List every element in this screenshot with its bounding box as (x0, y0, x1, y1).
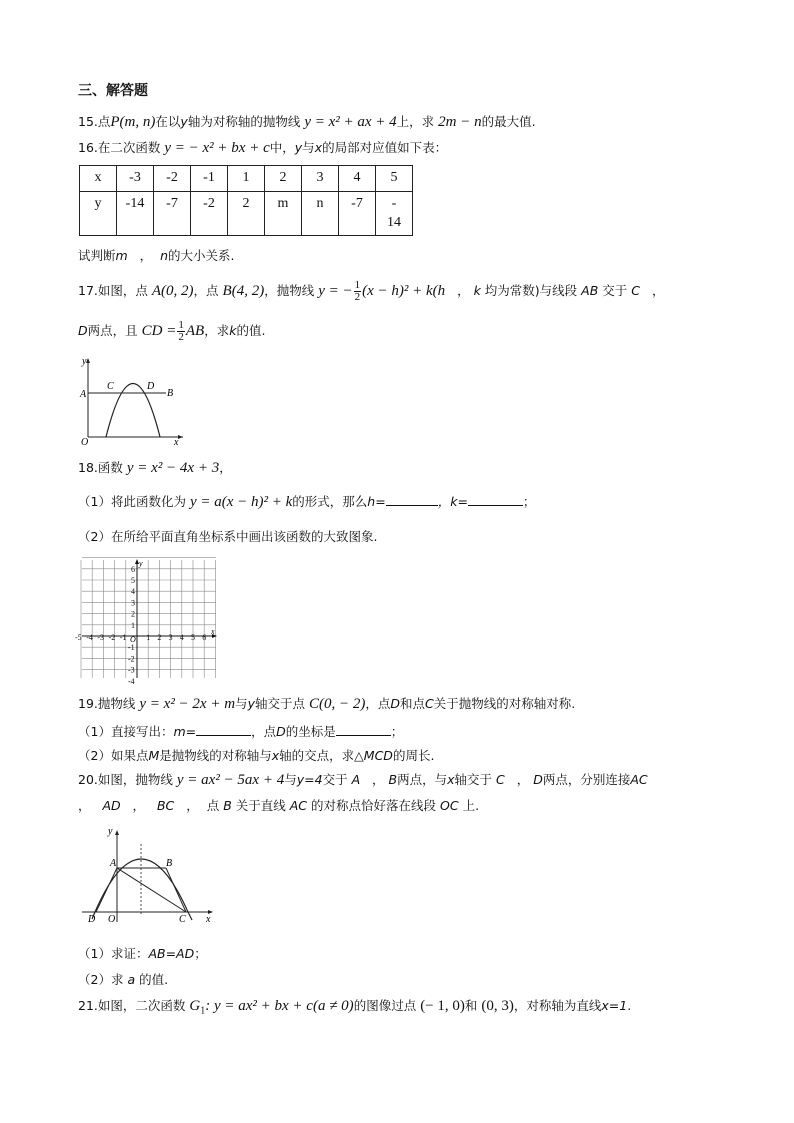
y-tick-label: 2 (131, 609, 135, 619)
y-tick-label: 5 (131, 576, 135, 585)
q20-text: 两点，与 (397, 772, 448, 787)
table-cell (376, 192, 413, 236)
q19-text: 轴交于点 (254, 696, 305, 711)
q17-cd-ab: AB (185, 323, 205, 339)
q19-text: ； (390, 724, 404, 739)
question-18 (78, 458, 232, 477)
fraction-numerator: 1 (178, 319, 184, 331)
q18-h-blank (386, 493, 438, 506)
q18-k-blank (468, 493, 523, 506)
q20-text: 的值. (139, 972, 169, 987)
q19-text: （2）如果点 (78, 748, 149, 763)
fraction-denominator: 2 (178, 331, 184, 343)
x-tick-label: 6 (202, 633, 207, 642)
q19-text: 和点 (400, 696, 426, 711)
q19-text: 轴的交点，求△ (279, 748, 364, 763)
q20-num: 20.如图，抛物线 (78, 772, 173, 787)
q20-ad: AD (102, 798, 121, 813)
q17-text: 的值. (236, 323, 266, 338)
q20-text: ， (78, 798, 91, 813)
q16-num: 16.在二次函数 (78, 140, 161, 155)
label-y: y (139, 559, 143, 568)
q21-point1: (− 1, 0) (420, 998, 465, 1014)
y-tick-label: -2 (128, 654, 135, 664)
q15-point: P(m, n) (110, 114, 156, 130)
q19-equation: y = x² − 2x + m (139, 696, 236, 712)
q20-part2 (78, 970, 168, 988)
q18-h: h= (367, 494, 386, 509)
y-tick-label: 4 (131, 587, 135, 597)
y-tick-label: 3 (131, 598, 135, 608)
q17-equation-part: (x − h)² + k(h (362, 283, 446, 299)
question-15 (78, 112, 536, 131)
q19-triangle: MCD (363, 748, 393, 763)
q16-text: 的大小关系. (168, 248, 235, 263)
q16-text: 与 (302, 140, 315, 155)
x-tick-label: -5 (75, 633, 82, 642)
q17-k: k (229, 323, 237, 338)
q20-equation: y = ax² − 5ax + 4 (176, 772, 285, 788)
q20-oc: OC (440, 798, 459, 813)
table-cell-line: - (391, 196, 397, 211)
table-cell: 5 (376, 166, 413, 192)
segment-ad (96, 868, 117, 912)
label-c: C (107, 381, 114, 392)
table-cell: n (302, 192, 339, 236)
table-row (80, 166, 413, 192)
q17-c: C (631, 283, 641, 298)
q21-equation: : y = ax² + bx + c(a ≠ 0) (205, 998, 354, 1014)
y-axis-arrow (86, 358, 90, 363)
label-x: x (211, 627, 215, 636)
label-a: A (110, 858, 117, 869)
q17-text: ，求 (204, 323, 230, 338)
q20-text: 上. (462, 798, 480, 813)
q21-g-sub: 1 (200, 1005, 206, 1017)
q20-text: 的对称点恰好落在线段 (311, 798, 437, 813)
q20-figure (78, 822, 218, 927)
q18-equation: y = x² − 4x + 3 (126, 460, 220, 476)
q16-x: x (314, 140, 323, 155)
q20-text: ， (516, 772, 530, 787)
q16-y: y (294, 140, 303, 155)
q17-num: 17.如图，点 (78, 283, 148, 298)
y-tick-label: -3 (128, 665, 135, 675)
y-tick-label: -1 (128, 643, 135, 653)
q16-text: 试判断 (78, 248, 116, 263)
q17-equation-part: y = − (318, 283, 353, 299)
q20-bc: BC (156, 798, 175, 813)
q18-num: 18.函数 (78, 460, 123, 475)
q21-point2: (0, 3) (481, 998, 514, 1014)
table-cell: m (265, 192, 302, 236)
q19-text: 与 (235, 696, 248, 711)
y-tick-label: 1 (131, 620, 135, 630)
table-cell: -2 (154, 166, 191, 192)
x-axis-arrow (178, 435, 183, 439)
q18-text: 的形式，那么 (292, 494, 368, 509)
q15-num: 15.点 (78, 114, 111, 129)
q21-text: ，对称轴为直线 (513, 998, 602, 1013)
question-17 (78, 280, 664, 303)
q15-expression: 2m − n (438, 114, 482, 130)
table-cell: 2 (228, 192, 265, 236)
table-cell: -7 (339, 192, 376, 236)
x-tick-label: 5 (191, 633, 195, 642)
q20-claim: AB=AD (148, 946, 195, 961)
q15-text: 上，求 (396, 114, 435, 129)
x-tick-label: 2 (157, 633, 162, 642)
q19-m-point: M (148, 748, 160, 763)
x-tick-label: 4 (179, 633, 184, 642)
question-16 (78, 138, 447, 157)
q16-text: 中， (269, 140, 295, 155)
q19-text: 的坐标是 (285, 724, 336, 739)
q19-text: （1）直接写出： (78, 724, 174, 739)
table-cell: 2 (265, 166, 302, 192)
label-a: A (80, 389, 87, 400)
q20-b: B (388, 772, 398, 787)
q19-text: 的周长. (392, 748, 435, 763)
q20-ac: AC (630, 772, 648, 787)
x-tick-label: -4 (86, 633, 93, 642)
label-o: O (81, 437, 89, 448)
q17-line2 (78, 320, 265, 343)
q20-text: 轴交于 (454, 772, 493, 787)
q20-line2 (78, 796, 479, 814)
q17-text: ， (651, 283, 665, 298)
q20-text: ， (186, 798, 199, 813)
q21-text: 的图像过点 (353, 998, 417, 1013)
question-19 (78, 694, 575, 713)
table-cell-line: 14 (387, 215, 401, 230)
q19-d-blank (336, 723, 391, 736)
q17-text: ，抛物线 (264, 283, 315, 298)
label-o: O (130, 635, 136, 644)
q16-n: n (160, 248, 169, 263)
table-cell: 4 (339, 166, 376, 192)
q20-text: ， (132, 798, 146, 813)
q17-text: 两点，且 (87, 323, 138, 338)
q21-axis-eq: x=1 (601, 998, 628, 1013)
q15-text: 的最大值. (481, 114, 536, 129)
q19-num: 19.抛物线 (78, 696, 136, 711)
q19-text: ，点 (365, 696, 391, 711)
q17-fraction (354, 280, 362, 303)
q18-part2: （2）在所给平面直角坐标系中画出该函数的大致图象. (78, 529, 378, 544)
q17-point-b: B(4, 2) (222, 283, 265, 299)
q18-coordinate-grid (75, 558, 220, 686)
q16-text: 的局部对应值如下表： (322, 140, 448, 155)
table-cell: -3 (117, 166, 154, 192)
fraction-numerator: 1 (354, 279, 361, 291)
q18-part1 (78, 492, 535, 511)
q17-text: 均为常数)与线段 (484, 283, 578, 298)
table-cell: x (80, 166, 117, 192)
grid-labels (75, 565, 206, 686)
q20-ac: AC (289, 798, 308, 813)
q17-figure (78, 352, 188, 447)
parabola-tail-right (188, 912, 192, 920)
q20-a-var: a (127, 972, 136, 987)
label-y: y (108, 826, 113, 837)
label-d: D (147, 381, 155, 392)
table-cell: -1 (191, 166, 228, 192)
q17-ab: AB (581, 283, 599, 298)
q15-text: 轴为对称轴的抛物线 (187, 114, 301, 129)
table-cell: -2 (191, 192, 228, 236)
x-tick-label: 1 (146, 633, 151, 642)
label-y: y (82, 356, 87, 367)
q17-k: k (473, 283, 481, 298)
q20-x: x (447, 772, 455, 787)
label-b: B (167, 388, 174, 399)
q17-point-a: A(0, 2) (151, 283, 194, 299)
x-tick-label: -3 (97, 633, 105, 642)
question-20 (78, 770, 648, 789)
label-x: x (206, 914, 211, 925)
table-cell: 3 (302, 166, 339, 192)
q19-c: C (425, 696, 434, 711)
table-cell: -14 (117, 192, 154, 236)
table-cell: y (80, 192, 117, 236)
q18-vertex-form: y = a(x − h)² + k (189, 494, 293, 510)
q16-tail (78, 246, 235, 264)
q19-point-c: C(0, − 2) (308, 696, 366, 712)
q20-text: ； (194, 946, 207, 961)
q19-text: 关于抛物线的对称轴对称. (433, 696, 576, 711)
y-tick-label: 6 (131, 564, 135, 574)
q20-text: 交于 (322, 772, 348, 787)
q19-x: x (271, 748, 280, 763)
q17-d: D (78, 323, 88, 338)
q18-text: ， (219, 460, 232, 475)
table-cell: -7 (154, 192, 191, 236)
label-d: D (88, 914, 96, 925)
q19-y: y (247, 696, 255, 711)
q20-text: 两点，分别连接 (542, 772, 631, 787)
q15-text: 在以 (155, 114, 181, 129)
q21-text: . (627, 998, 632, 1013)
question-21 (78, 996, 631, 1017)
q15-equation: y = x² + ax + 4 (304, 114, 397, 130)
x-tick-label: -1 (119, 633, 127, 642)
q17-cd-eq: CD = (141, 323, 177, 339)
q20-text: 与 (284, 772, 297, 787)
label-c: C (179, 914, 186, 925)
q15-y: y (180, 114, 188, 129)
q19-m: m= (173, 724, 197, 739)
q20-d: D (533, 772, 543, 787)
label-o: O (108, 914, 116, 925)
q19-text: ，点 (251, 724, 277, 739)
q20-part1 (78, 944, 207, 962)
q17-cd-fraction (177, 320, 185, 343)
q20-line: y=4 (296, 772, 323, 787)
table-row (80, 192, 413, 236)
q19-part2 (78, 746, 434, 764)
q16-value-table (79, 165, 413, 236)
grid-lines (81, 558, 216, 678)
q20-text: 点 (206, 798, 220, 813)
q20-c: C (496, 772, 505, 787)
q21-text: 和 (464, 998, 478, 1013)
q16-equation: y = − x² + bx + c (164, 140, 270, 156)
y-axis-arrow (115, 830, 119, 835)
q16-text: ， (139, 248, 153, 263)
q18-k: ，k= (437, 494, 468, 509)
fraction-denominator: 2 (354, 291, 361, 303)
q19-d: D (276, 724, 286, 739)
q20-text: （2）求 (78, 972, 124, 987)
q20-text: 关于直线 (235, 798, 286, 813)
q17-text: 交于 (602, 283, 628, 298)
x-tick-label: 3 (168, 633, 173, 642)
q19-d: D (390, 696, 400, 711)
q17-text: ，点 (193, 283, 219, 298)
x-tick-label: -2 (108, 633, 116, 642)
q16-m: m (115, 248, 128, 263)
q19-m-blank (196, 723, 251, 736)
section-title: 三、解答题 (78, 83, 148, 99)
q20-b: B (223, 798, 232, 813)
table-cell: 1 (228, 166, 265, 192)
q17-text: ， (457, 283, 470, 298)
y-tick-label: -4 (128, 676, 135, 686)
q21-num: 21.如图，二次函数 (78, 998, 186, 1013)
q18-text: ； (522, 494, 536, 509)
label-b: B (166, 858, 173, 869)
q20-text: ， (372, 772, 385, 787)
q21-g: G (189, 998, 201, 1014)
label-x: x (174, 437, 179, 448)
q20-a: A (351, 772, 361, 787)
q20-text: （1）求证： (78, 946, 149, 961)
q19-part1 (78, 722, 403, 740)
q18-text: （1）将此函数化为 (78, 494, 186, 509)
q19-text: 是抛物线的对称轴与 (159, 748, 272, 763)
